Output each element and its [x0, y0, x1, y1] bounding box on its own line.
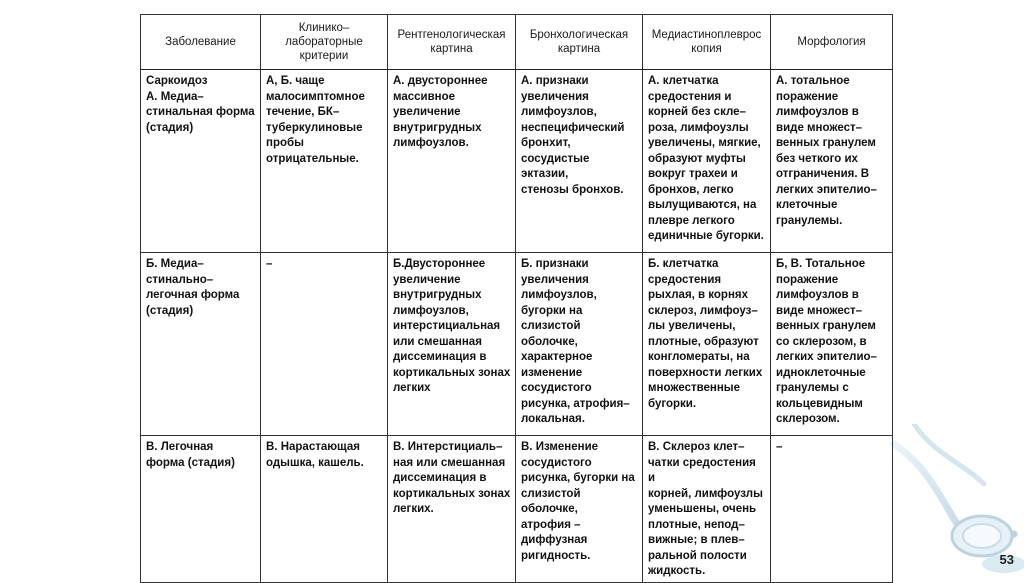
table-cell: А. признаки увеличения лимфоузлов, неспецифический бронхит, сосудистые эктазии, стенозы бронхов.	[516, 70, 643, 253]
table-cell: А. двустороннее массивное увеличение внутригрудных лимфоузлов.	[388, 70, 516, 253]
table-row	[141, 70, 893, 253]
table-cell: Саркоидоз А. Медиа– стинальная форма (стадия)	[141, 70, 261, 253]
header-morphology: Морфология	[771, 15, 893, 70]
table-cell: В. Нарастающая одышка, кашель.	[261, 436, 388, 583]
page-number: 53	[999, 552, 1014, 567]
table-cell: А. тотальное поражение лимфоузлов в виде множест– венных гранулем без четкого их отграничения. В легких эпителио– клеточные гранулемы.	[771, 70, 893, 253]
table-cell: А, Б. чаще малосимптомное течение, БК– туберкулиновые пробы отрицательные.	[261, 70, 388, 253]
comparison-table	[140, 14, 893, 583]
header-mediastinoscopy: Медиастиноплеврос копия	[643, 15, 771, 70]
table-cell: В. Интерстициаль– ная или смешанная диссеминация в кортикальных зонах легких.	[388, 436, 516, 583]
header-xray: Рентгенологическая картина	[388, 15, 516, 70]
table-cell: Б. клетчатка средостения рыхлая, в корнях склероз, лимфоуз– лы увеличены, плотные, образуют конгломераты, на поверхности легких множественные бугорки.	[643, 253, 771, 436]
table-row	[141, 253, 893, 436]
table-cell: Б. признаки увеличения лимфоузлов, бугорки на слизистой оболочке, характерное изменение сосудистого рисунка, атрофия– локальная.	[516, 253, 643, 436]
header-clinical: Клинико– лабораторные критерии	[261, 15, 388, 70]
table-cell: –	[771, 436, 893, 583]
table-cell: Б.Двустороннее увеличение внутригрудных лимфоузлов, интерстициальная или смешанная диссеминация в кортикальных зонах легких	[388, 253, 516, 436]
table-cell: –	[261, 253, 388, 436]
header-bronchology: Бронхологическая картина	[516, 15, 643, 70]
table-cell: А. клетчатка средостения и корней без скле– роза, лимфоузлы увеличены, мягкие, образуют муфты вокруг трахеи и бронхов, легко вылущиваются, на плевре легкого единичные бугорки.	[643, 70, 771, 253]
table-cell: Б. Медиа– стинально– легочная форма (стадия)	[141, 253, 261, 436]
header-disease: Заболевание	[141, 15, 261, 70]
table-cell: В. Изменение сосудистого рисунка, бугорки на слизистой оболочке, атрофия – диффузная ригидность.	[516, 436, 643, 583]
table-cell: В. Склероз клет– чатки средостения и корней, лимфоузлы уменьшены, очень плотные, непод– вижные; в плев– ральной полости жидкость.	[643, 436, 771, 583]
table-row	[141, 436, 893, 583]
table-cell: В. Легочная форма (стадия)	[141, 436, 261, 583]
table-cell: Б, В. Тотальное поражение лимфоузлов в виде множест– венных гранулем со склерозом, в легких эпителио– идноклеточные гранулемы с кольцевидным склерозом.	[771, 253, 893, 436]
table-header-row	[141, 15, 893, 70]
